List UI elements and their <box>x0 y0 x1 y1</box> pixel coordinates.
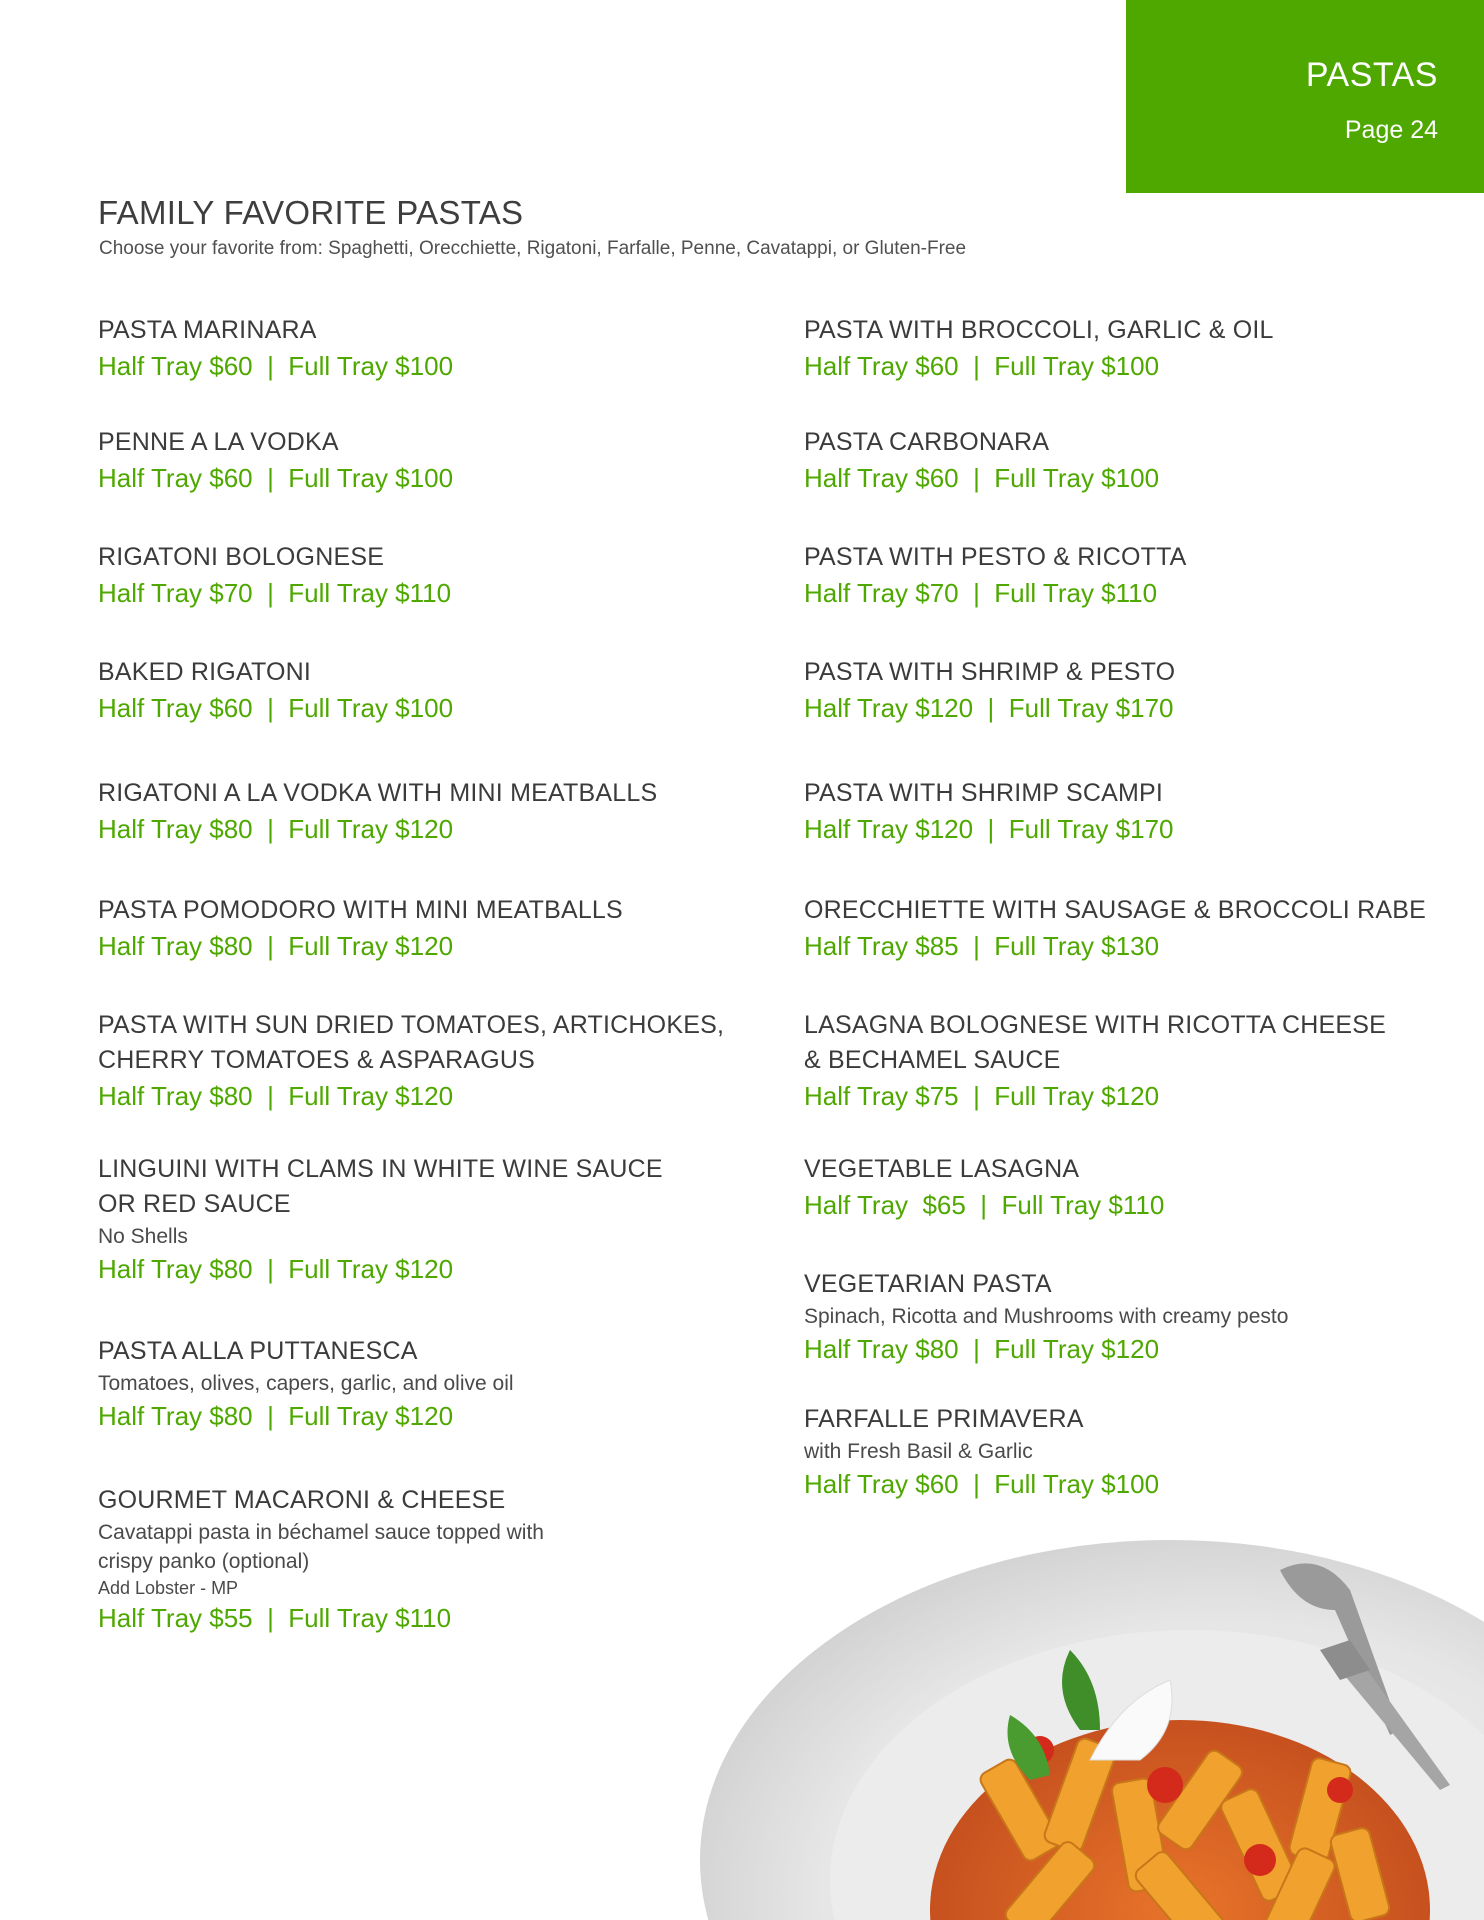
menu-item <box>804 776 1173 847</box>
item-price: Half Tray $85 | Full Tray $130 <box>804 931 1160 961</box>
item-price: Half Tray $60 | Full Tray $100 <box>804 351 1160 381</box>
menu-item <box>804 893 1426 964</box>
item-name: RIGATONI A LA VODKA WITH MINI MEATBALLS <box>98 779 658 807</box>
item-price: Half Tray $65 | Full Tray $110 <box>804 1190 1165 1220</box>
item-name: VEGETARIAN PASTA <box>804 1270 1052 1298</box>
menu-item <box>98 776 657 847</box>
item-price: Half Tray $70 | Full Tray $110 <box>98 578 452 608</box>
menu-item <box>98 893 623 964</box>
category-tab <box>1126 0 1484 193</box>
item-price: Half Tray $80 | Full Tray $120 <box>98 814 454 844</box>
page-number: Page 24 <box>1344 116 1438 144</box>
item-name-line2: & BECHAMEL SAUCE <box>804 1046 1061 1074</box>
menu-item <box>98 1152 663 1287</box>
item-description-line1: Cavatappi pasta in béchamel sauce topped with <box>98 1521 544 1544</box>
item-name: GOURMET MACARONI & CHEESE <box>98 1486 506 1514</box>
item-name: PASTA CARBONARA <box>804 428 1050 456</box>
item-name: ORECCHIETTE WITH SAUSAGE & BROCCOLI RABE <box>804 896 1426 924</box>
item-name: PASTA WITH BROCCOLI, GARLIC & OIL <box>804 316 1274 344</box>
item-description-line2: crispy panko (optional) <box>98 1550 310 1573</box>
section-subtitle: Choose your favorite from: Spaghetti, Orecchiette, Rigatoni, Farfalle, Penne, Cavatappi, or Gluten-Free <box>99 238 967 259</box>
menu-item <box>804 655 1175 726</box>
menu-item <box>804 1267 1288 1367</box>
item-price: Half Tray $70 | Full Tray $110 <box>804 578 1158 608</box>
menu-item <box>804 540 1187 611</box>
item-name-line1: PASTA WITH SUN DRIED TOMATOES, ARTICHOKES, <box>98 1011 725 1039</box>
menu-item <box>98 655 453 726</box>
item-name: PENNE A LA VODKA <box>98 428 339 456</box>
item-price: Half Tray $80 | Full Tray $120 <box>804 1334 1160 1364</box>
menu-item <box>804 1402 1159 1502</box>
pasta-dish-photo <box>700 1530 1484 1920</box>
item-price: Half Tray $60 | Full Tray $100 <box>98 351 454 381</box>
menu-item <box>98 1483 544 1636</box>
item-name-line2: OR RED SAUCE <box>98 1190 291 1218</box>
item-price: Half Tray $60 | Full Tray $100 <box>804 463 1160 493</box>
item-price: Half Tray $120 | Full Tray $170 <box>804 693 1174 723</box>
item-price: Half Tray $80 | Full Tray $120 <box>98 1081 454 1111</box>
item-name: RIGATONI BOLOGNESE <box>98 543 385 571</box>
item-name: PASTA ALLA PUTTANESCA <box>98 1337 418 1365</box>
item-name: PASTA WITH SHRIMP SCAMPI <box>804 779 1164 807</box>
item-price: Half Tray $60 | Full Tray $100 <box>804 1469 1160 1499</box>
item-name-line1: LINGUINI WITH CLAMS IN WHITE WINE SAUCE <box>98 1155 663 1183</box>
item-name-line2: CHERRY TOMATOES & ASPARAGUS <box>98 1046 536 1074</box>
item-name: FARFALLE PRIMAVERA <box>804 1405 1084 1433</box>
menu-item <box>98 1334 514 1434</box>
item-description: with Fresh Basil & Garlic <box>804 1440 1033 1463</box>
item-name: PASTA POMODORO WITH MINI MEATBALLS <box>98 896 623 924</box>
item-price: Half Tray $75 | Full Tray $120 <box>804 1081 1160 1111</box>
menu-item <box>804 1152 1164 1223</box>
item-price: Half Tray $60 | Full Tray $100 <box>98 693 454 723</box>
menu-item <box>98 313 453 384</box>
item-name: BAKED RIGATONI <box>98 658 312 686</box>
item-price: Half Tray $80 | Full Tray $120 <box>98 1401 454 1431</box>
item-price: Half Tray $60 | Full Tray $100 <box>98 463 454 493</box>
item-description: No Shells <box>98 1225 188 1248</box>
menu-item <box>804 1008 1386 1114</box>
item-name: VEGETABLE LASAGNA <box>804 1155 1080 1183</box>
item-name: PASTA WITH SHRIMP & PESTO <box>804 658 1176 686</box>
pasta-dish-icon <box>700 1530 1484 1920</box>
item-note: Add Lobster - MP <box>98 1578 239 1598</box>
item-price: Half Tray $55 | Full Tray $110 <box>98 1603 452 1633</box>
menu-item <box>98 540 451 611</box>
menu-item <box>804 425 1159 496</box>
item-name-line1: LASAGNA BOLOGNESE WITH RICOTTA CHEESE <box>804 1011 1387 1039</box>
item-price: Half Tray $120 | Full Tray $170 <box>804 814 1174 844</box>
menu-item <box>98 1008 724 1114</box>
section-title: FAMILY FAVORITE PASTAS <box>98 194 524 231</box>
menu-item <box>804 313 1274 384</box>
item-description: Tomatoes, olives, capers, garlic, and olive oil <box>98 1372 514 1395</box>
item-price: Half Tray $80 | Full Tray $120 <box>98 1254 454 1284</box>
item-name: PASTA MARINARA <box>98 316 317 344</box>
menu-item <box>98 425 453 496</box>
item-price: Half Tray $80 | Full Tray $120 <box>98 931 454 961</box>
item-name: PASTA WITH PESTO & RICOTTA <box>804 543 1187 571</box>
category-title: PASTAS <box>1305 56 1438 94</box>
item-description: Spinach, Ricotta and Mushrooms with creamy pesto <box>804 1305 1289 1328</box>
